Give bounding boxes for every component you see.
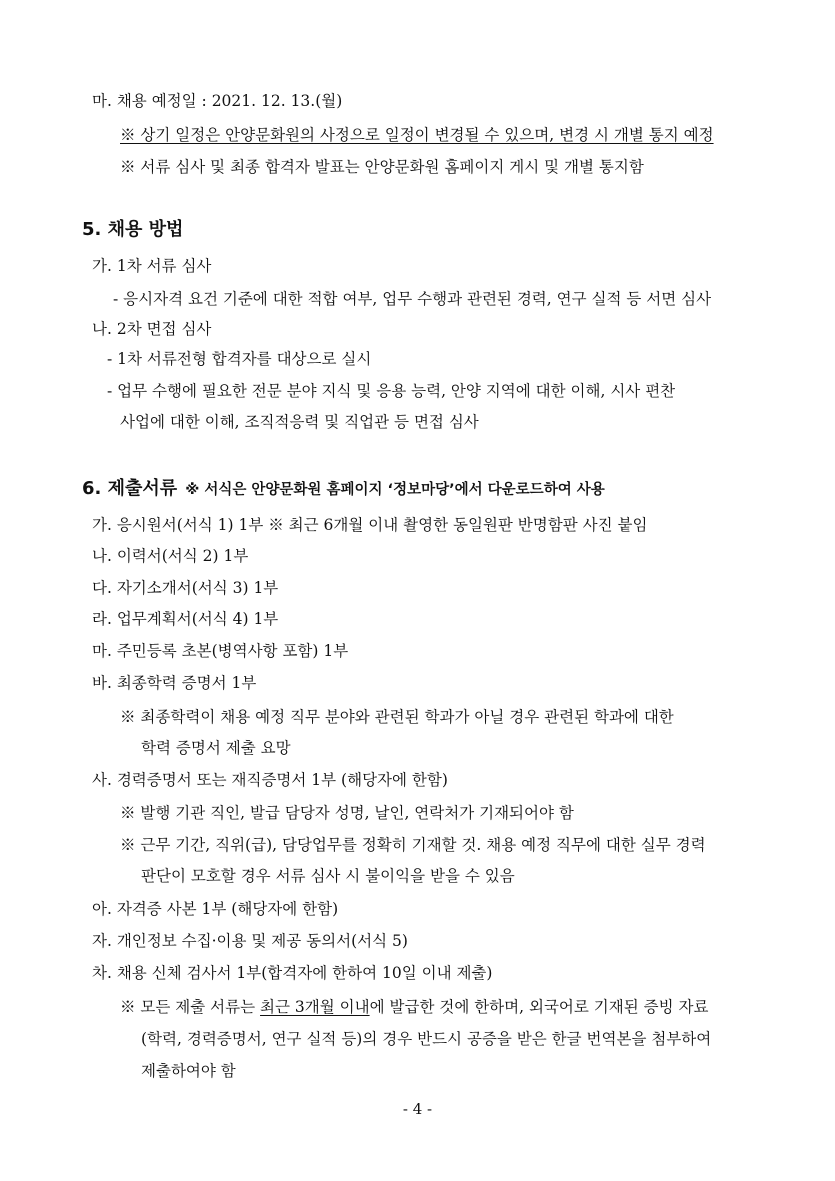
career-note-2-line1: ※ 근무 기간, 직위(급), 담당업무를 정확히 기재할 것. 채용 예정 직무에 대한 실무 경력 [120, 836, 706, 854]
final-note-line2: (학력, 경력증명서, 연구 실적 등)의 경우 반드시 공증을 받은 한글 번역본을 첨부하여 [141, 1030, 712, 1048]
schedule-date-item: 마. 채용 예정일 : 2021. 12. 13.(월) [92, 92, 343, 110]
education-note-line2: 학력 증명서 제출 요망 [141, 739, 291, 757]
page-number: - 4 - [402, 1100, 433, 1118]
doc-item-application: 가. 응시원서(서식 1) 1부 ※ 최근 6개월 이내 촬영한 동일원판 반명함판 사진 붙임 [92, 516, 648, 534]
section5-item-1: 가. 1차 서류 심사 [92, 257, 212, 275]
section6-title-row [82, 477, 605, 502]
doc-item-health-check: 차. 채용 신체 검사서 1부(합격자에 한하여 10일 이내 제출) [92, 964, 493, 982]
section5-item-2: 나. 2차 면접 심사 [92, 320, 212, 338]
doc-item-license-copy: 아. 자격증 사본 1부 (해당자에 한함) [92, 900, 339, 918]
schedule-change-note: ※ 상기 일정은 안양문화원의 사정으로 일정이 변경될 수 있으며, 변경 시 개별 통지 예정 [120, 126, 714, 144]
section6-title-note: ※ 서식은 안양문화원 홈페이지 ‘정보마당’에서 다운로드하여 사용 [185, 482, 605, 498]
doc-item-self-intro: 다. 자기소개서(서식 3) 1부 [92, 579, 279, 597]
final-note-line1 [120, 996, 708, 1018]
career-note-1: ※ 발행 기관 직인, 발급 담당자 성명, 날인, 연락처가 기재되어야 함 [120, 804, 574, 822]
section5-item-2-detail-2: - 업무 수행에 필요한 전문 분야 지식 및 응용 능력, 안양 지역에 대한 이해, 시사 편찬 [107, 382, 676, 400]
doc-item-career-certificate: 사. 경력증명서 또는 재직증명서 1부 (해당자에 한함) [92, 771, 448, 789]
final-note-text-b: 에 발급한 것에 한하며, 외국어로 기재된 증빙 자료 [369, 998, 709, 1016]
final-note-text-a: ※ 모든 제출 서류는 [120, 998, 261, 1016]
section5-item-2-detail-1: - 1차 서류전형 합격자를 대상으로 실시 [107, 350, 372, 368]
announcement-note: ※ 서류 심사 및 최종 합격자 발표는 안양문화원 홈페이지 게시 및 개별 통지함 [120, 158, 644, 176]
career-note-2-line2: 판단이 모호할 경우 서류 심사 시 불이익을 받을 수 있음 [141, 867, 515, 885]
final-note-line3: 제출하여야 함 [141, 1062, 236, 1080]
section5-item-1-detail: - 응시자격 요건 기준에 대한 적합 여부, 업무 수행과 관련된 경력, 연구 실적 등 서면 심사 [113, 290, 712, 308]
final-note-underlined: 최근 3개월 이내 [260, 998, 370, 1016]
section6-title: 6. 제출서류 [82, 478, 178, 499]
doc-item-work-plan: 라. 업무계획서(서식 4) 1부 [92, 610, 279, 628]
education-note-line1: ※ 최종학력이 채용 예정 직무 분야와 관련된 학과가 아닐 경우 관련된 학과에 대한 [120, 708, 674, 726]
section5-item-2-detail-2-cont: 사업에 대한 이해, 조직적응력 및 직업관 등 면접 심사 [120, 413, 479, 431]
doc-item-resume: 나. 이력서(서식 2) 1부 [92, 547, 249, 565]
doc-item-resident-registration: 마. 주민등록 초본(병역사항 포함) 1부 [92, 642, 349, 660]
doc-item-privacy-consent: 자. 개인정보 수집·이용 및 제공 동의서(서식 5) [92, 932, 408, 950]
doc-item-education-certificate: 바. 최종학력 증명서 1부 [92, 674, 257, 692]
section5-title: 5. 채용 방법 [82, 219, 184, 240]
